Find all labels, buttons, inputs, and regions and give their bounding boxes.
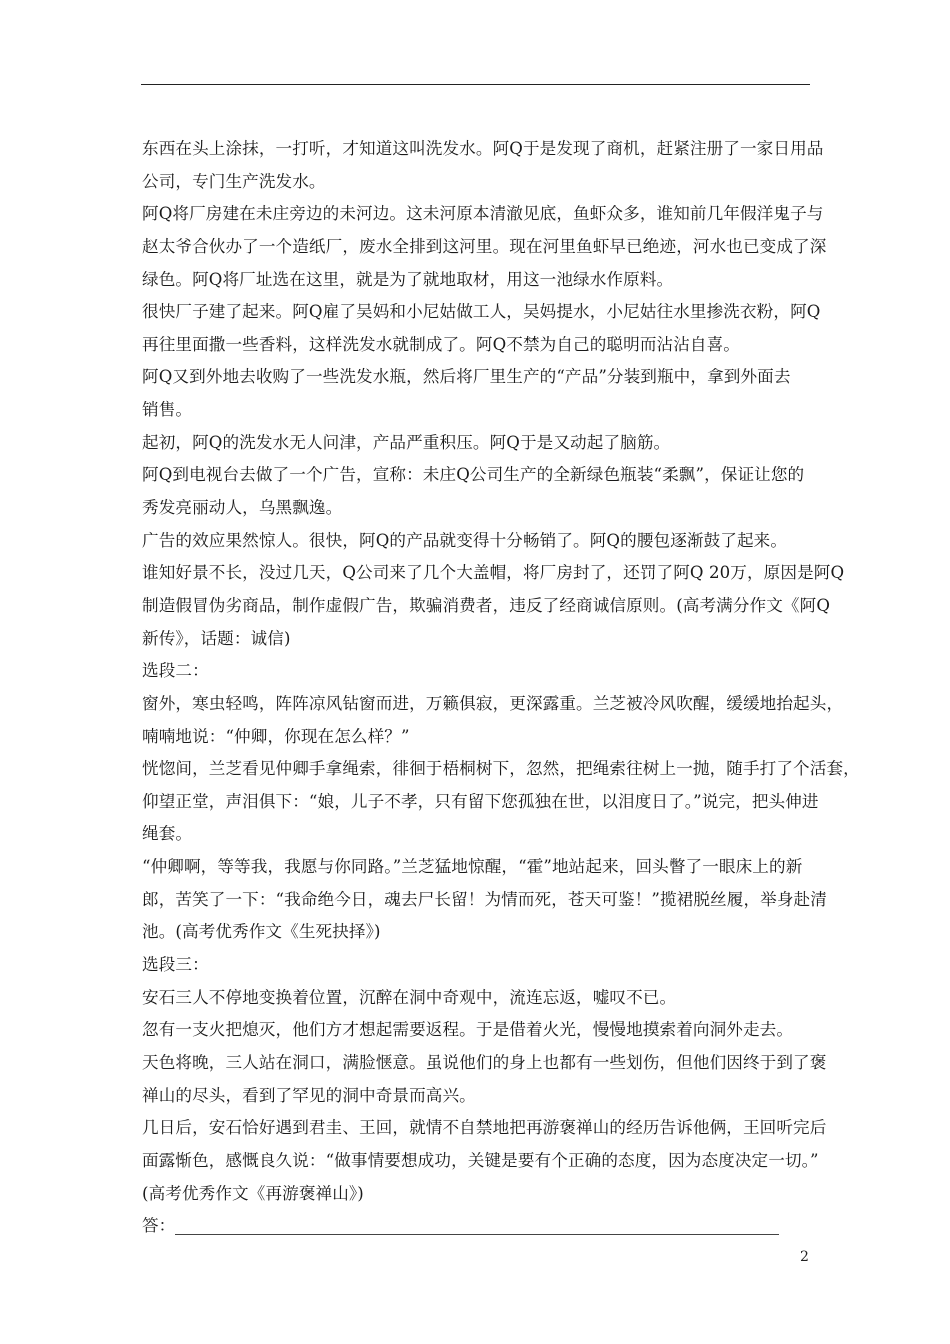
- text-line: 阿Q到电视台去做了一个广告，宣称：未庄Q公司生产的全新绿色瓶装“柔飘”，保证让您的: [142, 465, 805, 485]
- text-line: 秀发亮丽动人，乌黑飘逸。: [142, 498, 343, 518]
- text-line: 郎，苦笑了一下：“我命绝今日，魂去尸长留！为情而死，苍天可鉴！”揽裙脱丝履，举身赴清: [142, 889, 827, 909]
- text-line: 起初，阿Q的洗发水无人问津，产品严重积压。阿Q于是又动起了脑筋。: [142, 432, 671, 452]
- text-line: 天色将晚，三人站在洞口，满脸惬意。虽说他们的身上也都有一些划伤，但他们因终于到了褒: [142, 1052, 827, 1072]
- text-line: 广告的效应果然惊人。很快，阿Q的产品就变得十分畅销了。阿Q的腰包逐渐鼓了起来。: [142, 530, 788, 550]
- text-line: 阿Q又到外地去收购了一些洗发水瓶，然后将厂里生产的“产品”分装到瓶中，拿到外面去: [142, 367, 791, 387]
- text-line: 忽有一支火把熄灭，他们方才想起需要返程。于是借着火光，慢慢地摸索着向洞外走去。: [142, 1020, 794, 1040]
- text-line: 新传》，话题：诚信): [142, 628, 291, 648]
- answer-label: 答：: [142, 1216, 176, 1236]
- text-line: 池。(高考优秀作文《生死抉择》): [142, 922, 381, 942]
- text-line: 公司，专门生产洗发水。: [142, 171, 326, 191]
- text-line: 禅山的尽头，看到了罕见的洞中奇景而高兴。: [142, 1085, 476, 1105]
- text-line: 窗外，寒虫轻鸣，阵阵凉风钻窗而进，万籁俱寂，更深露重。兰芝被冷风吹醒，缓缓地抬起头，: [142, 693, 844, 713]
- section-heading: 选段二：: [142, 661, 209, 681]
- text-line: 销售。: [142, 400, 193, 420]
- text-line: 面露惭色，感慨良久说：“做事情要想成功，关键是要有个正确的态度，因为态度决定一切。”: [142, 1150, 819, 1170]
- text-line: (高考优秀作文《再游褒禅山》): [142, 1183, 364, 1203]
- text-line: 恍惚间，兰芝看见仲卿手拿绳索，徘徊于梧桐树下，忽然，把绳索往树上一抛，随手打了个活套，: [142, 759, 860, 779]
- text-line: 几日后，安石恰好遇到君圭、王回，就情不自禁地把再游褒禅山的经历告诉他俩，王回听完后: [142, 1118, 827, 1138]
- text-line: 绿色。阿Q将厂址选在这里，就是为了就地取材，用这一池绿水作原料。: [142, 269, 674, 289]
- answer-blank-line[interactable]: [175, 1234, 779, 1235]
- document-body: [142, 133, 860, 1243]
- text-line: 绳套。: [142, 824, 193, 844]
- text-line: 阿Q将厂房建在未庄旁边的未河边。这未河原本清澈见底，鱼虾众多，谁知前几年假洋鬼子与: [142, 204, 824, 224]
- text-line: 喃喃地说：“仲卿，你现在怎么样？”: [142, 726, 410, 746]
- text-line: 赵太爷合伙办了一个造纸厂，废水全排到这河里。现在河里鱼虾早已绝迹，河水也已变成了深: [142, 236, 827, 256]
- text-line: 仰望正堂，声泪俱下：“娘，儿子不孝，只有留下您孤独在世，以泪度日了。”说完，把头伸进: [142, 791, 819, 811]
- text-line: 再往里面撒一些香料，这样洗发水就制成了。阿Q不禁为自己的聪明而沾沾自喜。: [142, 334, 740, 354]
- answer-row: [142, 1210, 814, 1243]
- page-number: 2: [800, 1249, 809, 1265]
- header-rule: [141, 84, 810, 85]
- section-heading: 选段三：: [142, 955, 209, 975]
- text-line: 东西在头上涂抹，一打听，才知道这叫洗发水。阿Q于是发现了商机，赶紧注册了一家日用品: [142, 139, 824, 158]
- text-line: 很快厂子建了起来。阿Q雇了吴妈和小尼姑做工人，吴妈提水，小尼姑往水里掺洗衣粉，阿Q: [142, 302, 821, 322]
- text-line: 制造假冒伪劣商品，制作虚假广告，欺骗消费者，违反了经商诚信原则。(高考满分作文《阿Q: [142, 595, 831, 615]
- text-line: 谁知好景不长，没过几天，Q公司来了几个大盖帽，将厂房封了，还罚了阿Q 20万，原因是阿Q: [142, 563, 845, 583]
- text-line: 安石三人不停地变换着位置，沉醉在洞中奇观中，流连忘返，嘘叹不已。: [142, 987, 677, 1007]
- text-line: “仲卿啊，等等我，我愿与你同路。”兰芝猛地惊醒，“霍”地站起来，回头瞥了一眼床上的新: [142, 857, 803, 877]
